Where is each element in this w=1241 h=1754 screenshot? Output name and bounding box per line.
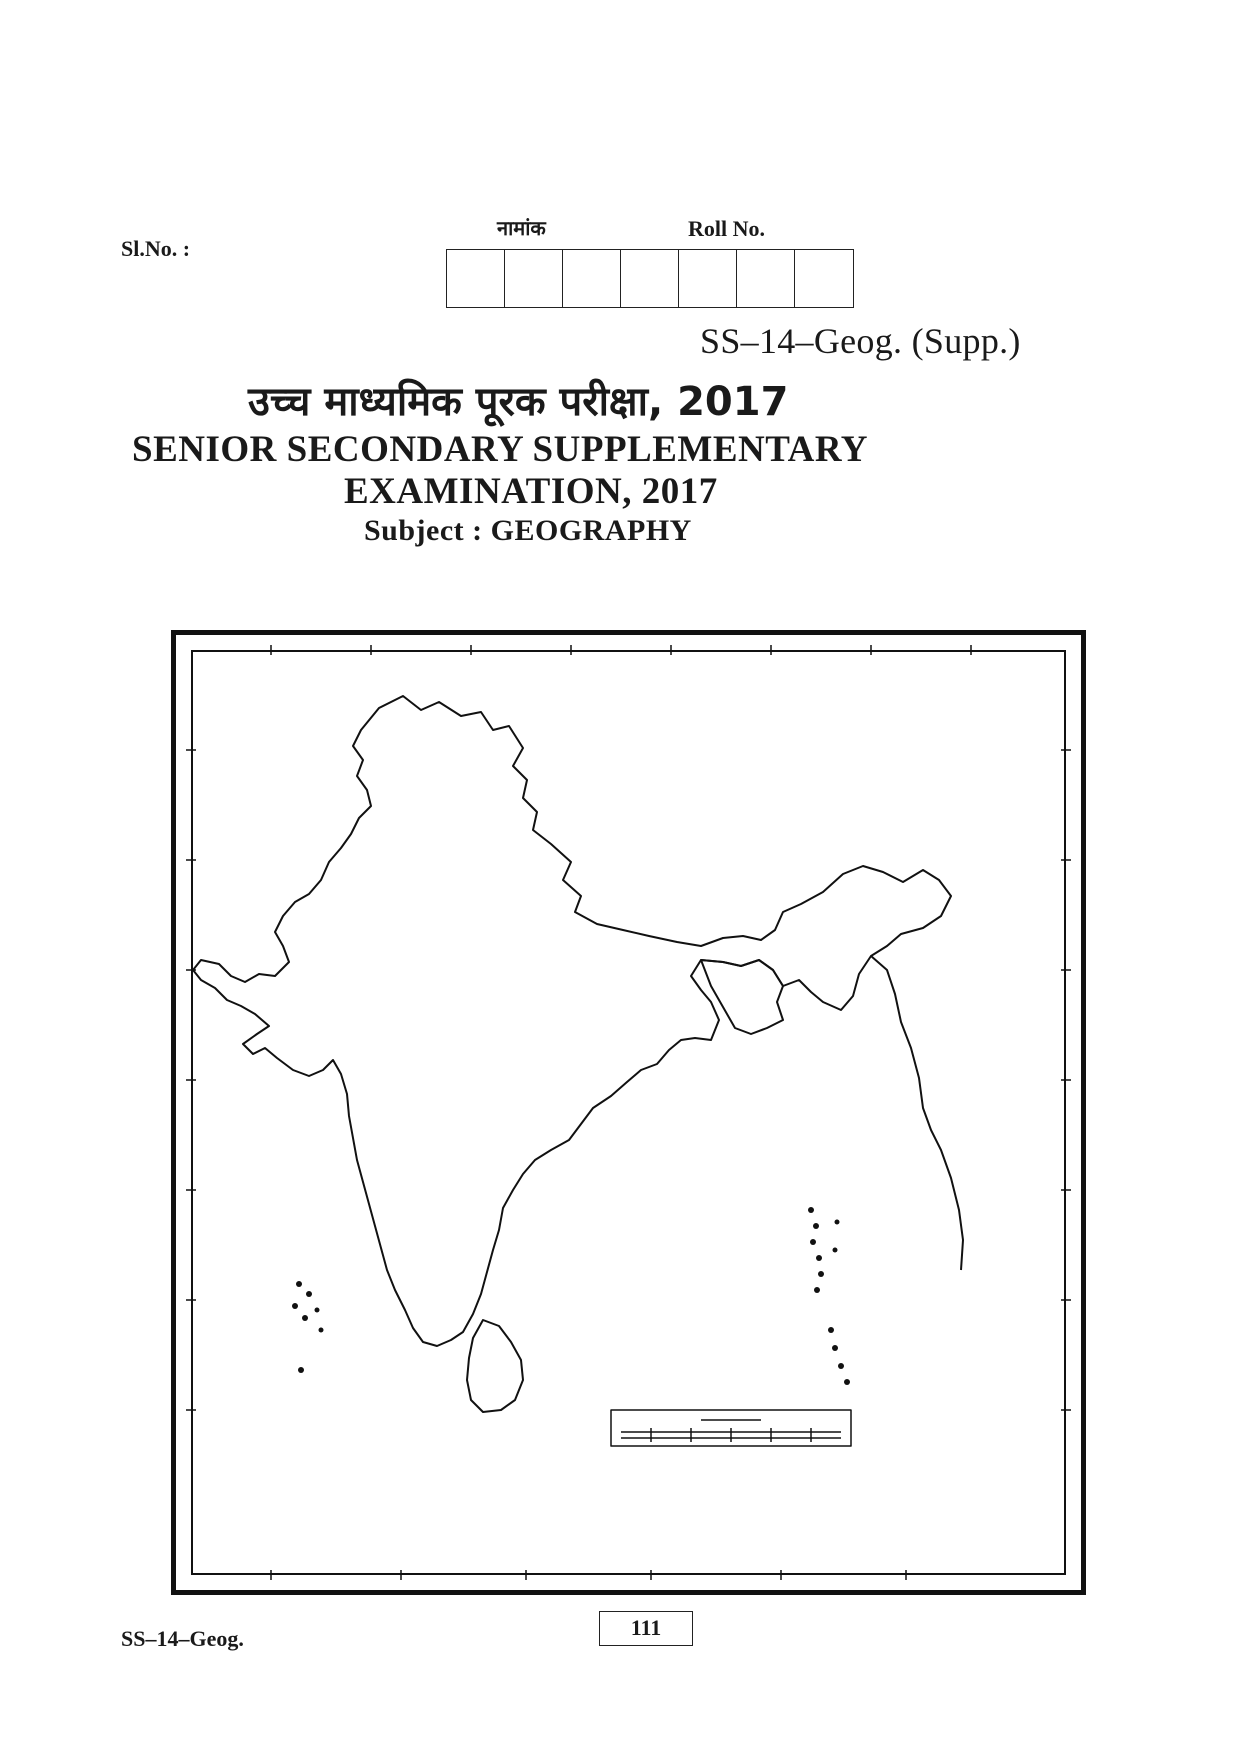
serial-number-label: Sl.No. :	[121, 236, 191, 261]
footer-paper-code: SS–14–Geog.	[121, 1626, 244, 1651]
myanmar-coast	[871, 956, 963, 1270]
roll-number-box[interactable]	[679, 250, 737, 307]
subject-line: Subject : GEOGRAPHY	[364, 514, 692, 547]
roll-number-boxes	[446, 249, 854, 308]
roll-number-box[interactable]	[737, 250, 795, 307]
roll-number-box[interactable]	[621, 250, 679, 307]
roll-number-box[interactable]	[447, 250, 505, 307]
page-number: 111	[599, 1611, 693, 1646]
lakshadweep-islands	[292, 1281, 324, 1373]
roll-number-label-hindi: नामांक	[497, 216, 546, 240]
roll-number-box[interactable]	[505, 250, 563, 307]
exam-title-line-2: EXAMINATION, 2017	[344, 471, 718, 512]
exam-title-hindi: उच्च माध्यमिक पूरक परीक्षा, 2017	[248, 379, 789, 425]
roll-number-box[interactable]	[795, 250, 853, 307]
scale-bar	[611, 1410, 851, 1446]
exam-title-line-1: SENIOR SECONDARY SUPPLEMENTARY	[132, 429, 869, 470]
frame-ticks	[186, 645, 1071, 1580]
sri-lanka-outline	[467, 1320, 523, 1412]
paper-code: SS–14–Geog. (Supp.)	[700, 321, 1021, 361]
roll-number-box[interactable]	[563, 250, 621, 307]
india-outline-map	[171, 630, 1086, 1595]
bangladesh-outline	[701, 960, 783, 1034]
india-mainland-outline	[193, 696, 951, 1346]
roll-number-label: Roll No.	[688, 216, 765, 241]
andaman-nicobar-islands	[808, 1207, 850, 1385]
